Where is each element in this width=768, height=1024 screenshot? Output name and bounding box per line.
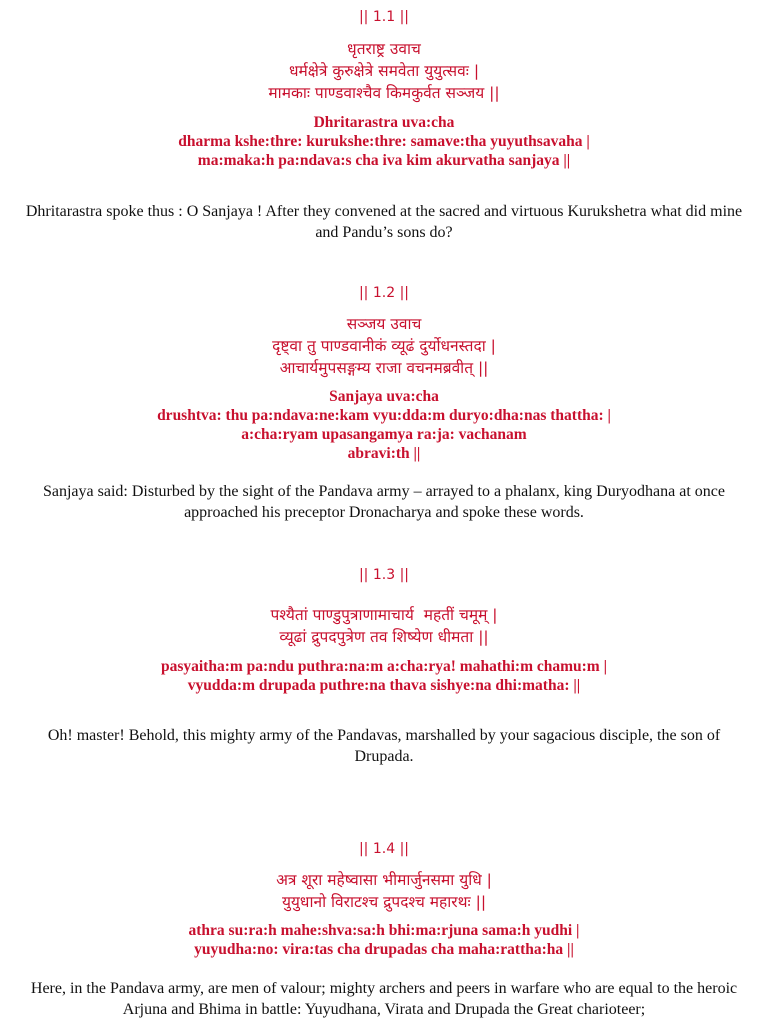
translation-line: Dhritarastra spoke thus : O Sanjaya ! After they convened at the sacred and virtuous Kurukshetra what did mine bbox=[25, 203, 743, 220]
transliteration-block bbox=[0, 387, 768, 463]
sanskrit-line: दृष्ट्वा तु पाण्डवानीकं व्यूढं दुर्योधनस्तदा | bbox=[272, 337, 496, 355]
verse-number bbox=[0, 840, 768, 858]
transliteration-line: abravi:th || bbox=[347, 445, 421, 462]
sanskrit-line: व्यूढां द्रुपदपुत्रेण तव शिष्येण धीमता || bbox=[279, 628, 489, 646]
translation-line: Oh! master! Behold, this mighty army of the Pandavas, marshalled by your sagacious disciple, the son of bbox=[47, 727, 721, 744]
sanskrit-line: आचार्यमुपसङ्गम्य राजा वचनमब्रवीत् || bbox=[279, 359, 489, 377]
verse-number-text: || 1.2 || bbox=[358, 285, 410, 301]
sanskrit-block bbox=[0, 313, 768, 379]
translation-paragraph bbox=[8, 201, 760, 243]
transliteration-line: vyudda:m drupada puthre:na thava sishye:na dhi:matha: || bbox=[187, 677, 581, 694]
sanskrit-line: पश्यैतां पाण्डुपुत्राणामाचार्य महतीं चमूम् | bbox=[270, 606, 498, 624]
transliteration-line: dharma kshe:thre: kurukshe:thre: samave:tha yuyuthsavaha | bbox=[178, 133, 590, 150]
verse-number-text: || 1.1 || bbox=[358, 9, 410, 25]
sanskrit-block bbox=[0, 604, 768, 648]
translation-line: Arjuna and Bhima in battle: Yuyudhana, Virata and Drupada the Great charioteer; bbox=[122, 1001, 646, 1018]
sanskrit-line: अत्र शूरा महेष्वासा भीमार्जुनसमा युधि | bbox=[276, 871, 492, 889]
translation-line: Sanjaya said: Disturbed by the sight of the Pandava army – arrayed to a phalanx, king Duryodhana at once bbox=[42, 483, 726, 500]
transliteration-line: Sanjaya uva:cha bbox=[329, 388, 439, 405]
sanskrit-line: धर्मक्षेत्रे कुरुक्षेत्रे समवेता युयुत्सवः | bbox=[288, 62, 480, 80]
transliteration-block bbox=[0, 921, 768, 959]
verse-number-text: || 1.4 || bbox=[358, 841, 410, 857]
translation-line: Here, in the Pandava army, are men of valour; mighty archers and peers in warfare who are equal to the heroic bbox=[30, 980, 738, 997]
sanskrit-line: मामकाः पाण्डवाश्चैव किमकुर्वत सञ्जय || bbox=[268, 84, 500, 102]
transliteration-line: athra su:ra:h mahe:shva:sa:h bhi:ma:rjuna sama:h yudhi | bbox=[188, 922, 580, 939]
transliteration-block bbox=[0, 113, 768, 170]
translation-paragraph bbox=[8, 481, 760, 523]
transliteration-block bbox=[0, 657, 768, 695]
translation-line: and Pandu’s sons do? bbox=[315, 224, 453, 241]
sanskrit-block bbox=[0, 869, 768, 913]
transliteration-line: a:cha:ryam upasangamya ra:ja: vachanam bbox=[241, 426, 527, 443]
translation-paragraph bbox=[8, 978, 760, 1020]
translation-line: approached his preceptor Dronacharya and spoke these words. bbox=[184, 504, 584, 521]
transliteration-line: yuyudha:no: vira:tas cha drupadas cha maha:rattha:ha || bbox=[194, 941, 574, 958]
verse-number-text: || 1.3 || bbox=[358, 567, 410, 583]
transliteration-line: ma:maka:h pa:ndava:s cha iva kim akurvatha sanjaya || bbox=[197, 152, 571, 169]
sanskrit-line: युयुधानो विराटश्च द्रुपदश्च महारथः || bbox=[281, 893, 487, 911]
verse-number bbox=[0, 566, 768, 584]
sanskrit-block bbox=[0, 38, 768, 104]
sanskrit-line: धृतराष्ट्र उवाच bbox=[347, 40, 421, 58]
sanskrit-line: सञ्जय उवाच bbox=[346, 315, 422, 333]
verse-number bbox=[0, 8, 768, 26]
translation-line: Drupada. bbox=[354, 748, 414, 765]
transliteration-line: pasyaitha:m pa:ndu puthra:na:m a:cha:rya! mahathi:m chamu:m | bbox=[160, 658, 608, 675]
verse-number bbox=[0, 284, 768, 302]
transliteration-line: Dhritarastra uva:cha bbox=[313, 114, 455, 131]
transliteration-line: drushtva: thu pa:ndava:ne:kam vyu:dda:m duryo:dha:nas thattha: | bbox=[157, 407, 611, 424]
translation-paragraph bbox=[8, 725, 760, 767]
